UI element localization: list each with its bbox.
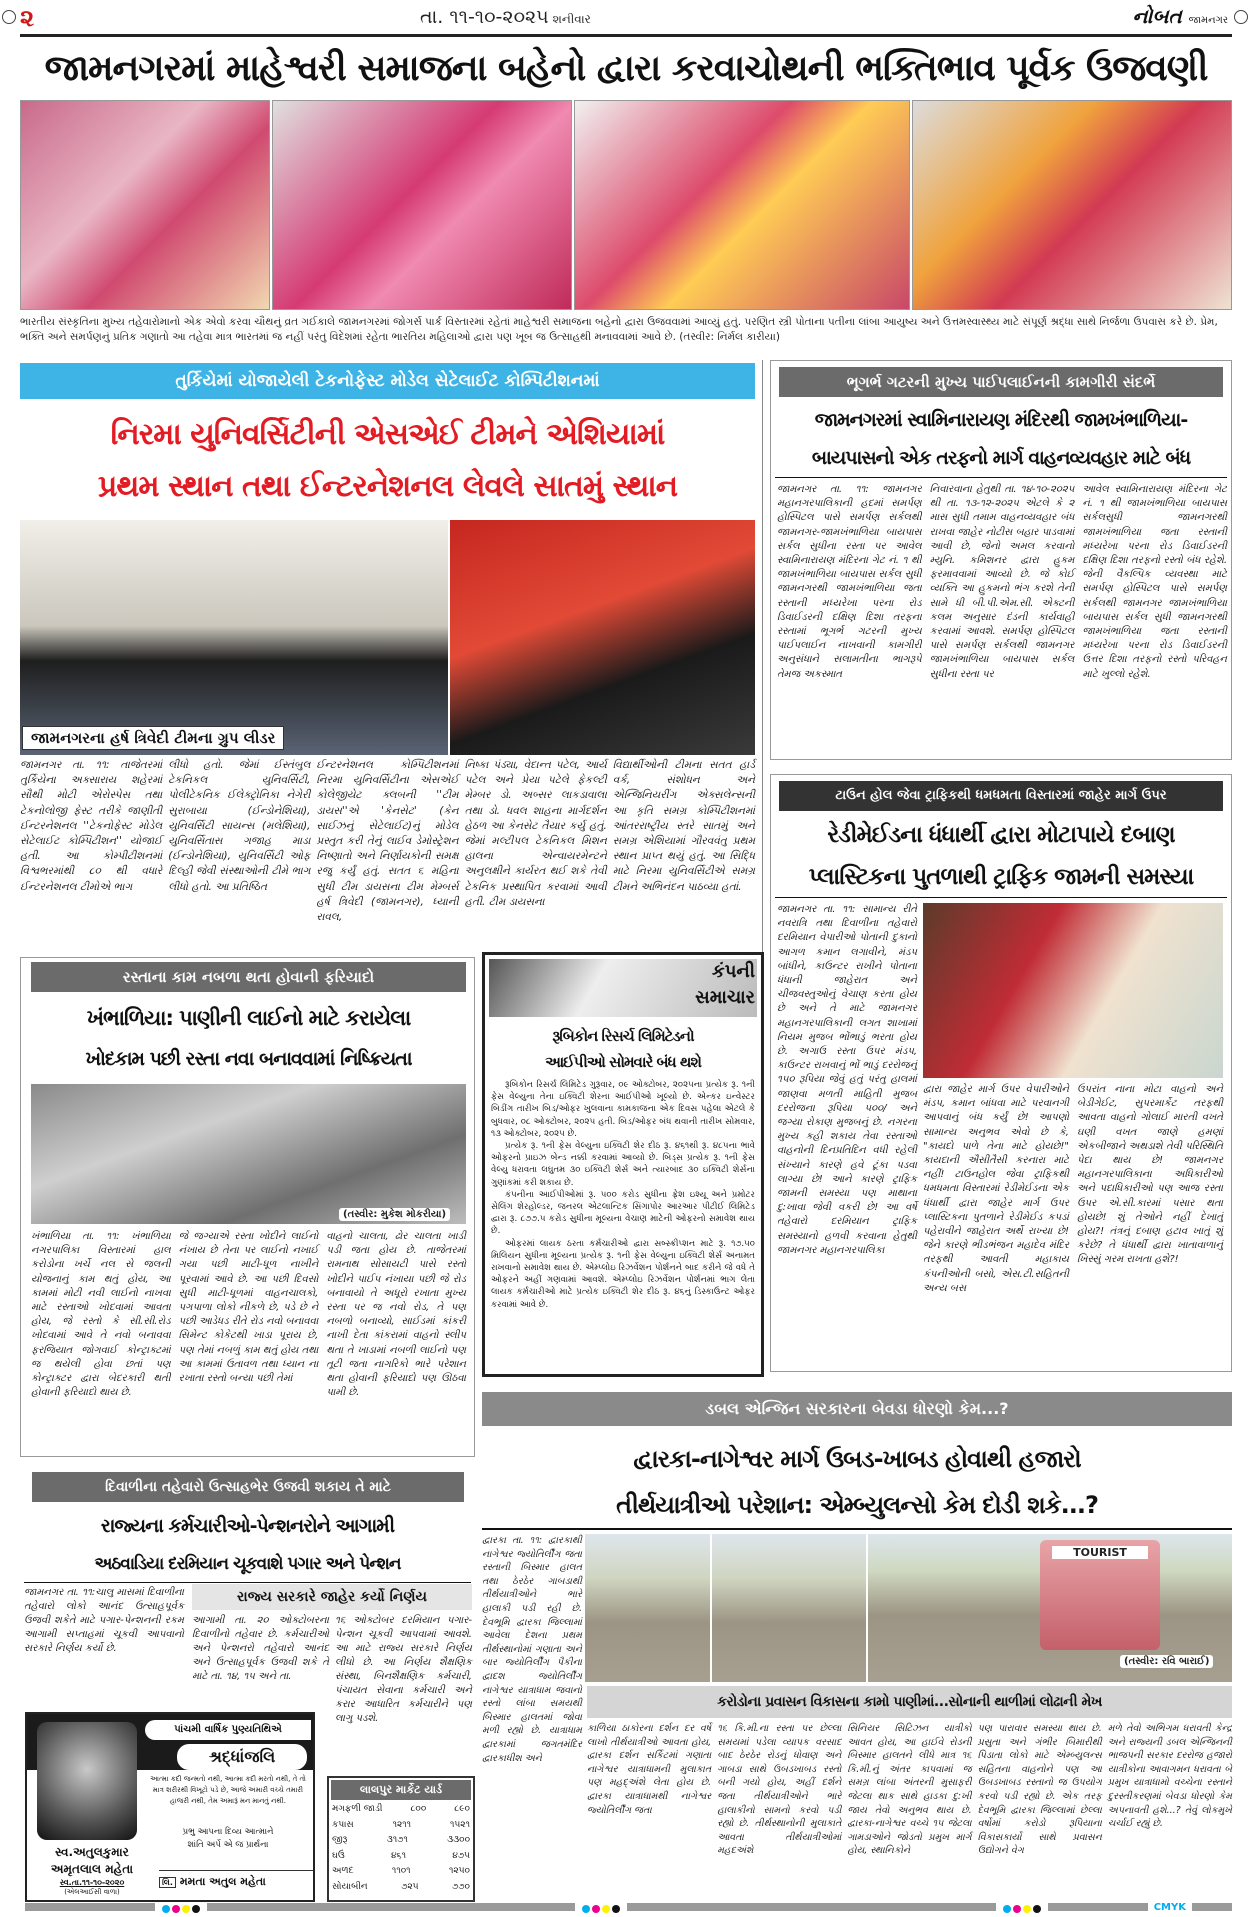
grey-bar [25, 1903, 155, 1911]
khambhaliya-headline-1: ખંભાળિયા: પાણીની લાઈનો માટે કરાયેલા [86, 1006, 411, 1030]
market-low: ૪૬૧ [390, 1850, 406, 1861]
issue-date [420, 6, 591, 28]
market-item: અળદ [332, 1866, 354, 1876]
page-number: ૨ [20, 4, 35, 32]
market-title: લાલપુર માર્કેટ યાર્ડ [331, 1780, 471, 1800]
signoff-label: લિ. [159, 1877, 176, 1888]
market-row [329, 1849, 473, 1865]
khambhaliya-photo-credit: (તસ્વીર: મુકેશ મોકરીયા) [339, 1208, 450, 1221]
tourist-bus [1040, 1540, 1160, 1650]
dwarka-photo-credit: (તસ્વીર: રવિ બારાઈ) [1120, 1655, 1213, 1668]
market-low: ૧૧૦૧ [391, 1866, 411, 1876]
nirma-headline-2: પ્રથમ સ્થાન તથા ઈન્ટરનેશનલ લેવલે સાતમું સ્થાન [97, 469, 678, 504]
tribute-signoff [159, 1870, 313, 1889]
pension-body [192, 1614, 472, 1724]
logo-text: નોબત [1132, 4, 1182, 28]
deceased-name: સ્વ.અતુલકુમાર [55, 1845, 129, 1859]
khambhaliya-story [20, 957, 475, 1457]
swaminarayan-story [770, 360, 1232, 760]
road-photo [712, 1534, 866, 1682]
cmyk-dots-icon [581, 1898, 621, 1917]
registration-mark-icon [2, 10, 16, 24]
nirma-column: લીધો હતો. જેમાં ઈસ્તંબુલ ટેકનિકલ યુનિવર્સિટી, પોલીટેકનિક ઈલેક્ટ્રોનિકા નેગેરી સુરાબાયા (ઈન્ડોનેશિયા), યુનિવર્સિટી સાયન્સ (મલેશિયા), યુનિવર્સિતાસ ગજાહ માડા (ઈન્ડોનેશિયા), યુનિવર્સિટી ઓફ દિલ્હી જેવી સંસ્થાઓની ટીમે ભાગ લીધો હતો. આ પ્રતિષ્ઠિત [168, 759, 311, 893]
road-photo [585, 1534, 710, 1682]
lead-caption: ભારતીય સંસ્કૃતિના મુખ્ય તહેવારોમાનો એક એવો કરવા ચૌથનું વ્રત ગઈકાલે જામનગરમાં જોગર્સ પાર્ક વિસ્તારમાં રહેતાં માહેશ્વરી સમાજના બહેનો દ્વારા ઉજવવામાં આવ્યું હતું. પરણિત સ્ત્રી પોતાના પતીના લાંબા આયુષ્ય અને ઉત્તમસ્વાસ્થ્ય માટે સંપૂર્ણ શ્રદ્ધા સાથે નિર્જળા ઉપવાસ કરે છે. પ્રેમ, ભક્તિ અને સમર્પણનું પ્રતિક ગણાતો આ તહેવા માત્ર ભારતમાં જ નહીં પરંતુ વિદેશમાં રહેતા ભારતિય મહિલાઓ દ્વારા પણ ખૂબ જ ઉત્સાહથી મનાવવામાં આવે છે. (તસ્વીર: નિર્મલ કારીયા) [20, 316, 1218, 343]
market-low: ૩૧૭૧ [386, 1835, 408, 1845]
tribute-ad [25, 1712, 315, 1902]
grey-bar [1192, 1903, 1232, 1911]
lead-photo [912, 100, 1232, 310]
column-divider [762, 360, 763, 960]
cmyk-dots-icon [1002, 1898, 1042, 1917]
market-high: ૮૯૦ [454, 1804, 470, 1814]
khambhaliya-column: ખંભાળિયા તા. ૧૧: ખંભાળિયા નગરપાલિકા વિસ્તારમાં હાલ કરોડોના ખર્ચે નલ સે જલની યોજનાનું કામ થતું હોય, આ કામમાં મોટી નવી લાઈનો નાખવા માટે રસ્તાઓ ખોદવામાં આવતા હોય, જે રસ્તો કે સી.સી.રોડ ખોદવામાં આવે તે નવો બનાવવા ફરજિયાત જોગવાઈ કોન્ટ્રાક્ટમાં જ થયેલી હોવા છતાં પણ કોન્ટ્રાક્ટર દ્વારા બેદરકારી થતી હોવાની ફરિયાદો થાય છે. [31, 1231, 171, 1399]
shop-photo [923, 903, 1223, 1078]
pension-column: જામનગર તા. ૧૧:ચાલુ માસમાં દિવાળીના તહેવારો લોકો આનંદ ઉત્સાહપૂર્વક ઉજવી શકેતે માટે પગાર-પેન્શનની રકમ આગામી સપ્તાહમાં ચૂકવી આપવાનો સરકારે નિર્ણય કર્યો છે. [24, 1587, 184, 1654]
readymade-column: જામનગર તા. ૧૧: સામાન્ય રીતે નવરાત્રિ તથા દિવાળીના તહેવારો દરમિયાન વેપારીઓ પોતાની દુકાનો આગળ કમાન લગાવીને, મંડપ બાંધીને, કાઉન્ટર રાખીને પોતાના ધંધાની જાહેરાત અને ચીજવસ્તુઓનું વેચાણ કરતા હોય છે અને તે માટે જામનગર મહાનગરપાલિકાની લગત શાખામાં નિયમ મુજબ ભોંભાડું ભરતા હોય છે. અગાઉ રસ્તા ઉપર મંડપ, કાઉન્ટર રાખવાનું ભોં ભાડું દરરોજનું ૧૫૦ રૂપિયા જેવું હતું પરંતુ હાલમાં જાણવા મળતી માહિતી મુજબ દરરોજના રૂપિયા ૫૦૦/ અને જગ્યા રોકાણ મુજબનું છે. નગરના મુખ્ય કહી શકાય તેવા રસ્તાઓ વાહનોની દિનપ્રતિદિન વધી રહેલી સંખ્યાને કારણે હવે ટૂંકા પડવા લાગ્યા છે! આને કારણે ટ્રાફિક જામની સમસ્યા પણ માથાના દુ:ખાવા જેવી વકરી છે! આ વર્ષે તહેવારો દરમિયાન ટ્રાફિક સમસ્યાનો હળવી કરવાના હેતુથી જામનગર મહાનગરપાલિકા [777, 904, 917, 1256]
lead-headline: જામનગરમાં માહેશ્વરી સમાજના બહેનો દ્વારા કરવાચોથની ભક્તિભાવ પૂર્વક ઉજવણી [44, 48, 1208, 89]
pension-kicker: દિવાળીના તહેવારો ઉત્સાહભેર ઉજવી શકાય તે માટે [32, 1472, 464, 1502]
swaminarayan-column: જામનગર તા. ૧૧: જામનગર મહાનગરપાલિકાની હદમાં સમર્પણ હોસ્પિટલ પાસે સમર્પણ સર્કલથી જામનગર-જામખંભાળિયા બાયપાસ સર્કલ સુધીના રસ્તા પર આવેલ સ્વામિનારાયણ મંદિરના ગેટ નં. ૧ થી જામખંભાળિયા બાયપાસ સર્કલ સુધી જામનગરથી જામખંભાળિયા જતા રસ્તાની મધ્યરેખા પરના રોડ ડિવાઈડરની દક્ષિણ દિશા તરફના રસ્તામાં ભૂગર્ભ ગટરની મુખ્ય પાઈપલાઈન નાખવાની કામગીરી અનુસંધાને સલામતીના ભાગરૂપે તેમજ અકસ્માત [777, 484, 922, 680]
nirma-photo-caption: જામનગરના હર્ષ ત્રિવેદી ટીમના ગ્રુપ લીડર [22, 726, 284, 750]
date-text: તા. ૧૧-૧૦-૨૦૨૫ [420, 6, 549, 28]
dwarka-column: પણ પારાવાર સમસ્યા થાય છે. પ્રસુતા અને ગંભીર બિમારીથી પિડાતા લોકો માટે એમ્બ્યુલન્સ સહિતના વાહનોને પણ આ ઉબડખાબડ રસ્તાનો જ ઉપયોગ કરવો પડી રહ્યો છે. એક તરફ દેવભૂમિ દ્વારકા જિલ્લામાં છેલ્લા વર્ષોમાં કરોડો રૂપિયાના વિકાસકાર્યો સાથે પ્રવાસન ઉદ્યોગને વેગ [977, 1723, 1102, 1857]
readymade-column: ઉપરાંત નાના મોટા વાહનો અને બેડીગેઈટ, સુપરમાર્કેટ તરફથી આવતા વાહનો ગોલાઈ મારતી વખતે ઘણી વખત જાણે હમણાં એકબીજાને અથડાશે તેવી પરિસ્થિતિ પેદા થાય છે! જામનગર મહાનગરપાલિકાના અધિકારીઓ અને પદાધિકારીઓ પણ આજ રસ્તા ઉપર એ.સી.કારમાં પસાર થતા હોયછે! શું તેઓને નહીં દેખાતું હોય?! તંત્રનું દબાણ હટાવ ખાતું શું કરેછે? તે ધંધાર્થી દ્વારા ખાતાવાળાનું ખિસ્સું ગરમ રાખતા હશે?! [1077, 1084, 1223, 1266]
market-yard-box [327, 1776, 475, 1902]
company-news-badge [615, 959, 755, 1011]
registration-mark-icon [1234, 10, 1248, 24]
dwarka-kicker: ડબલ એન્જિન સરકારના બેવડા ધોરણો કેમ...? [482, 1392, 1232, 1426]
dwarka-headline-1: દ્વારકા-નાગેશ્વર માર્ગ ઉબડ-ખાબડ હોવાથી હજારો [633, 1445, 1081, 1473]
market-item: કપાસ [332, 1819, 354, 1830]
tribute-prayer [145, 1826, 311, 1852]
lead-photo [574, 100, 910, 310]
market-row [329, 1833, 473, 1849]
readymade-headline-1: રેડીમેઈડના ધંધાર્થી દ્વારા મોટાપાયે દબાણ [827, 822, 1175, 848]
market-low: ૮૦૦ [410, 1804, 427, 1814]
team-photo [20, 520, 448, 755]
dwarka-body [587, 1722, 1232, 1878]
market-high: ૭૭૦ [452, 1881, 470, 1892]
badge-line: સમાચાર [695, 987, 755, 1008]
dwarka-headline-2: તીર્થયાત્રીઓ પરેશાન: એમ્બ્યુલન્સો કેમ દોડી શકે...? [482, 1482, 1232, 1530]
market-high: ૪૭૫ [452, 1850, 470, 1861]
company-paragraph: કંપનીના આઈપીઓમાં રૂ. ૫૦૦ કરોડ સુધીના ફ્રેશ ઇશ્યૂ અને પ્રમોટર સેલિંગ શેરહોલ્ડર, જનરલ એટલાન્ટિક સિંગાપોર આરઆર પીટીઈ લિમિટેડ દ્વારા રૂ. ૮૭૭.૫ કરોડ સુધીના મૂલ્યના વેચાણ માટેની ઓફરનો સમાવેશ થાય છે. [491, 1189, 755, 1237]
cmyk-label: CMYK [1153, 1901, 1186, 1913]
swaminarayan-kicker: ભૂગર્ભ ગટરની મુખ્ય પાઈપલાઈનની કામગીરી સંદર્ભે [779, 367, 1223, 397]
nirma-column: જામનગર તા. ૧૧: તાજેતરમાં તુર્કિયેના અક્સારાય શહેરમાં સૌથી મોટી એરોસ્પેસ તથા ટેકનોલોજી ફેસ્ટ તરીકે જાણીતી ઈન્ટરનેશનલ ''ટેકનોફેસ્ટ મોડેલ સેટેલાઈટ કોમ્પિટીશન'' યોજાઈ હતી. આ કોમ્પીટીશનમાં વિશ્વભરમાંથી ૮૦ થી વધારે ઈન્ટરનેશનલ ટીમોએ ભાગ [20, 759, 163, 893]
readymade-story [770, 774, 1232, 1372]
nirma-column: ઈન્ટરનેશનલ કોમ્પિટીશનમાં નિરમા યુનિવર્સિટીના એસએઈ કોલેજીયેટ ક્લબની ''ટીમ ડાયસ''એ 'કેનસેટ' (કેન સાઈઝનું સેટેલાઈટ)નું મોડેલ પ્રસ્તુત કરી તેનું લાઈવ ડેમોસ્ટ્રેશન નિષ્ણાતો અને નિર્ણાયકોની સમક્ષ રજુ કર્યું હતું. સતત ૬ મહિના સુધી ટીમ ડાયસના ટીમ મેમ્બર્સ હર્ષ ત્રિવેદી (જામનગર), ધ્યાની રાવલ, [316, 759, 459, 924]
market-row [329, 1880, 473, 1896]
market-low: ૭૨૫ [401, 1881, 419, 1892]
khambhaliya-kicker: રસ્તાના કામ નબળા થતા હોવાની ફરિયાદો [31, 962, 466, 992]
company-paragraph: રૂબિકોન રિસર્ચ લિમિટેડ ગુરૂવાર, ૦૯ ઓક્ટોબર, ૨૦૨૫ના પ્રત્યેક રૂ. ૧ની ફેસ વેલ્યુના તેના ઇક્વિટી શેરના આઈપીઓ ખૂલ્યો છે. એન્કર ઇન્વેસ્ટર બિડીંગ તારીખ બિડ/ઓફર ખુલવાના કામકાજના એક દિવસ પહેલા એટલે કે બુધવાર, ૦૮ ઓક્ટોબર, ૨૦૨૫ હતી. બિડ/ઓફર બંધ થવાની તારીખ સોમવાર, ૧૩ ઓક્ટોબર, ૨૦૨૫ છે. [491, 1080, 755, 1139]
tribute-title: પાંચમી વાર્ષિક પુણ્યતિથિએ [145, 1720, 311, 1740]
market-item: જીરૂ [332, 1835, 348, 1845]
market-row [329, 1864, 473, 1880]
nirma-headline-1: નિરમા યુનિવર્સિટીની એસએઈ ટીમને એશિયામાં [110, 417, 665, 452]
lead-photo-strip [20, 100, 1232, 310]
company-body [491, 1079, 755, 1371]
cmyk-dots-icon [161, 1898, 201, 1917]
grey-bar [1048, 1903, 1148, 1911]
company-news-box [482, 952, 764, 1377]
nirma-column: નિષ્કા પંડ્યા, વેદાન્ત પટેલ, આર્ય પટેલ અને પ્રેયા પટેલે ફેકલ્ટી મેમ્બર ડો. અબ્સર લાકડાવાલા તથા ડો. ધવલ શાહના માર્ગદર્શન હેઠળ આ કેનસેટ તૈયાર કર્યુ હતું. જેમાં મલ્ટીપલ ટેકનિકલ મિશન હાલના એન્વાયરમેન્ટને અનુલક્ષીને કાર્યરત થઈ શકે તેવી ટેકનિક પ્રસ્થાપિત કરવામાં આવી હતી. ટીમ ડાયસના [464, 759, 607, 908]
market-item: ઘઉં [332, 1850, 345, 1861]
dwarka-column: ૧૬ કિ.મી.ના રસ્તા પર છેલ્લા સમયમાં પડેલા વ્યાપક વરસાદ બાદ ઠેરઠેર રોડનું ધોવાણ અને ગાબડા સાથે ઉબડખાબડ રસ્તો બની ગયો હોય, અહીં દર્શને જતા તીર્થયાત્રીઓને ભારે હાલાકીનો સામનો કરવો પડી રહ્યો છે. તીર્થસ્થાનોની મુલાકાતે આવતા તીર્થયાત્રીઓમાં મહદઅંશે [717, 1723, 842, 1857]
badge-line: કંપની [712, 961, 755, 982]
pension-headline-1: રાજ્યના કર્મચારીઓ-પેન્શનરોને આગામી [100, 1515, 395, 1537]
lead-photo [20, 100, 270, 310]
deceased-note: (એલઆઈસી વાળા) [64, 1888, 120, 1896]
tribute-name-block [29, 1844, 155, 1897]
market-high: ૧૨૫૦ [448, 1866, 470, 1876]
market-rows [329, 1802, 473, 1895]
dwarka-column: સિનિયર સિટિઝન યાત્રીકો આવત હોય, આ હાઈવે રોડની બિસ્માર હાલતને લીધે માત્ર ૧૬ કિ.મી.નું અંતર કાપવામાં જ સમગ્ર લાંબા અંતરની મુસાફરી જેટલા થાક સાથે હાડકા દુ:ખી જાય તેવો અનુભવ થાય છે. દ્વારકા-નાગેશ્વર વચ્ચે ૧૫ જેટલા ગામડાઓને જોડતો પ્રમુખ માર્ગ હોય, સ્થાનિકોને [847, 1723, 972, 1857]
lead-photo [272, 100, 572, 310]
khambhaliya-headline-2: ખોદકામ પછી રસ્તા નવા બનાવવામાં નિષ્ક્રિયતા [85, 1048, 412, 1070]
readymade-body-right [923, 1083, 1223, 1368]
pension-column: ૧૬ ઓક્ટોબર દરમિયાન પગાર-પેન્શન ચૂકવી આપવામાં આવશે. આ માટે રાજ્ય સરકારે નિર્ણય લીધો છે. આ નિર્ણય શૈક્ષણિક સંસ્થા, બિનશૈક્ષણિક કર્મચારી, પંચાયત સેવાના કર્મચારી અને કરાર આધારિત કર્મચારીને પણ લાગુ પડશે. [335, 1615, 472, 1724]
swaminarayan-column: આવેલ સ્વામિનારાયણ મંદિરના ગેટ નં. ૧ થી જામખંભાળિયા બાયપાસ સર્કલસુધી જામનગરથી જામખંભાળિયા જતા રસ્તાની મધ્યરેખા પરના રોડ ડિવાઈડરની દક્ષિણ દિશા તરફનો રસ્તો બંધ રહેશે. જેની વૈકલ્પિક વ્યવસ્થા માટે સમર્પણ હોસ્પિટલ પાસે સમર્પણ સર્કલથી જામનગર જામખંભાળિયા બાયપાસ સર્કલ સુધી જામનગરથી જામખંભાળિયા જતા રસ્તાની મધ્યરેખા પરના રોડ ડિવાઈડરની ઉત્તર દિશા તરફનો રસ્તો પરિવહન માટે ખુલ્લો રહેશે. [1082, 484, 1227, 680]
swaminarayan-column: નિવારવાના હેતુથી તા. ૧૪-૧૦-૨૦૨૫ થી તા. ૧૩-૧૨-૨૦૨૫ એટલે કે ૨ માસ સુધી તમામ વાહનવ્યવહાર બંધ રાખવા જાહેર નોટીસ બહાર પાડવામાં આવી છે, જેનો અમલ કરવાનો મ્યુનિ. કમિશનર દ્વારા હુકમ ફરમાવવામાં આવ્યો છે. જે કોઈ વ્યક્તિ આ હુકમનો ભંગ કરશે તેની સામે ધી બી.પી.એમ.સી. એક્ટની કલમ અનુસાર દંડની કાર્યવાહી કરવામાં આવશે. સમર્પણ હોસ્પિટલ પાસે સમર્પણ સર્કલથી જામનગર જામખંભાળિયા બાયપાસ સર્કલ સુધીના રસ્તા પર [929, 484, 1075, 680]
company-headline-1: રૂબિકોન રિસર્ચ લિમિટેડનો [552, 1027, 694, 1045]
swaminarayan-body [777, 483, 1227, 755]
prayer-line: શાંતિ અર્પે એ જ પ્રાર્થના [187, 1840, 269, 1850]
gravel-photo [31, 1084, 466, 1224]
tribute-big-text: શ્રદ્ધાંજલિ [177, 1744, 307, 1770]
pension-column: આગામી તા. ૨૦ ઓક્ટોબરના દિવાળીનો તહેવાર છે. કર્મચારીઓ અને પેન્શનરો તહેવારો આનંદ અને ઉત્સાહપૂર્વક ઉજવી શકે તે માટે તા. ૧૪, ૧૫ અને તા. [192, 1615, 329, 1682]
tribute-verse: આત્મા કદી જન્મતો નથી, આત્મા કદી મરતો નથી, તે તો માત્ર શરીરથી વિખૂટો પડે છે, આજે અમારી વચ્ચે તમારી હાજરી નથી, તેમ અમારૂં મન માનતું નથી. [150, 1775, 306, 1805]
grey-bar [207, 1903, 575, 1911]
market-item: સોયાબીન [332, 1881, 368, 1892]
logo-city: જામનગર [1188, 15, 1228, 26]
death-date: સ્વ.તા.૧૧-૧૦-૨૦૨૦ [59, 1878, 125, 1887]
dwarka-left-column: દ્વારકા તા. ૧૧: દ્વારકાથી નાગેશ્વર જ્યોતિર્લીંગ જતા રસ્તાની બિસ્માર હાલત તથા ઠેરઠેર ગાબડાથી તીર્થયાત્રીઓને ભારે હાલાકી પડી રહી છે. દેવભૂમિ દ્વારકા જિલ્લામાં આવેલા દેશના પ્રથમ તીર્થસ્થાનોમાં ગણાતા અને બાર જ્યોતિર્લીંગ પૈકીના દ્વાદશ જ્યોતિર્લીંગ નાગેશ્વર યાત્રાધામ જવાનો રસ્તો લાંબા સમયથી બિસ્માર હાલતમાં જોવા મળી રહ્યો છે. યાત્રાધામ દ્વારકામાં જગતમંદિર દ્વારકાધીશ અને [482, 1535, 582, 1764]
company-paragraph: પ્રત્યેક રૂ. ૧ની ફેસ વેલ્યુના ઇક્વિટી શેર દીઠ રૂ. ૪૬૧થી રૂ. ૪૮૫ના ભાવે ઓફરનો પ્રાઇઝ બેન્ડ નક્કી કરવામાં આવ્યો છે. બિડ્સ પ્રત્યેક રૂ. ૧ની ફેસ વેલ્યુ ધરાવતા લઘુતમ ૩૦ ઇક્વિટી શેર્સ અને ત્યારબાદ ૩૦ ઇક્વિટી શેર્સના ગુણાંકમાં કરી શકાય છે. [491, 1141, 755, 1188]
masthead [0, 0, 1250, 36]
market-row [329, 1818, 473, 1834]
khambhaliya-column: વાહનો ચાલતા, ઢોર ચાલતા ખાડી પડી જતા હોય છે. તાજેતરમાં રામનાથ સોસાયટી પાસે રસ્તો ખોદીને પાઈપ નંખાયા પછી જે રોડ બનાવાયો તે અધૂરો રખાતા મુખ્ય રસ્તા પર જ નવો રોડ, તે પણ નબળો બનાવ્યો, સાઈડમાં કાંકરી નાખી દેતા કાંકરામાં વાહનો સ્લીપ થતા તે ખાડામાં નબળી લાઈનો પણ તૂટી જતા નાગરિકો ભારે પરેશાન થતા હોવાની ફરિયાદો પણ ઊઠવા પામી છે. [326, 1231, 466, 1399]
stage-photo [450, 520, 755, 755]
grey-bar [627, 1903, 995, 1911]
masthead-rule [20, 34, 1232, 37]
swaminarayan-headline-1: જામનગરમાં સ્વામિનારાયણ મંદિરથી જામખંભાળિયા- [814, 409, 1188, 431]
signoff-name: મમતા અતુલ મહેતા [179, 1875, 266, 1888]
pension-headline-2: અઠવાડિયા દરમિયાન ચૂકવાશે પગાર અને પેન્શન [24, 1546, 471, 1583]
khambhaliya-column: જે જગ્યાએ રસ્તા ખોદીને લાઈનો નંખાય છે તેના પર લાઈનો નખાઈ ગયા પછી માટી-ધૂળ નાખીને પૂરવામાં આવે છે. આ પછી દિવસો સુધી માટી-ધૂળમાં વાહનચાલકો, પગપાળા લોકો નીકળે છે, પડે છે ને પછી આડેધડ રીતે રોડ નવો બનાવવા સિમેન્ટ કોકેટથી ખાડા પૂરાય છે, પણ તેમાં નબળું કામ થતું હોય તથા આ કામમાં ઉતાવળ તથા ધ્યાન ના રખાતા રસ્તો બન્યા પછી તેમાં [178, 1231, 319, 1385]
company-headline-2: આઈપીઓ સોમવારે બંધ થશે [545, 1053, 701, 1071]
dwarka-column: મળે તેવો અભિગમ ધરાવતી કેન્દ્ર અને રાજ્યની ડબલ એન્જિનની ભાજપની સરકાર દરરોજ હજારો યાત્રીકોના આવાગમન ધરાવતા બે પ્રમુખ યાત્રાધામો વચ્ચેના રસ્તાને દુરસ્તીકરણમાં બેવડા ધોરણો કેમ અપનાવતી હશે...? તેવું લોકમુખે ચર્ચાઈ રહ્યું છે. [1107, 1723, 1232, 1830]
weekday-text: શનીવાર [552, 12, 591, 26]
swaminarayan-headline-2: બાયપાસનો એક તરફનો માર્ગ વાહનવ્યવહાર માટે બંધ [775, 439, 1227, 478]
bus-sign: TOURIST [1052, 1546, 1148, 1559]
nirma-body [20, 758, 755, 948]
newspaper-logo [1132, 4, 1228, 28]
deceased-name: અમૃતલાલ મહેતા [50, 1862, 134, 1876]
portrait-photo [37, 1722, 137, 1840]
company-paragraph: ઓફરમાં લાયક ઠરતા કર્મચારીઓ દ્વારા સબ્સ્ક્રીપ્શન માટે રૂ. ૧૭.૫૦ મિલિયન સુધીના મૂલ્યના પ્રત્યેક રૂ. ૧ની ફેસ વેલ્યુના ઇક્વિટી શેર્સ અનામત રાખવાનો સમાવેશ થાય છે. એમ્પ્લોઇ રિઝર્વેશન પોર્શનને બાદ કરીને જે વધે તે ઓફરને અહીં ગણવામાં આવશે. એમ્પ્લોઇ રિઝર્વેશન પોર્શનમાં ભાગ લેતા લાયક કર્મચારીઓ માટે પ્રત્યેક ઇક્વિટી શેર દીઠ રૂ. ૪૬નું ડિસ્કાઉન્ટ ઓફર કરવામાં આવે છે. [491, 1238, 755, 1310]
readymade-kicker: ટાઉન હોલ જેવા ટ્રાફિકથી ધમધમતા વિસ્તારમાં જાહેર માર્ગ ઉપર [779, 781, 1223, 811]
khambhaliya-body [31, 1230, 466, 1452]
market-row [329, 1802, 473, 1818]
print-color-bar [25, 1902, 1232, 1912]
prayer-line: પ્રભુ આપના દિવ્ય આત્માને [182, 1827, 274, 1837]
pension-subhead: રાજ્ય સરકારે જાહેર કર્યો નિર્ણય [192, 1584, 472, 1610]
readymade-column: દ્વારા જાહેર માર્ગ ઉપર વેપારીઓને મંડપ, કમાન બાંધવા માટે પરવાનગી આપવાનું બંધ કર્યું છે! આપણો સામાન્ય અનુભવ એવો છે કે, "કાયદો પાળે તેના માટે હોયછે!" કાયદાની ઐસીતૈસી કરનારા માટે નહીં! ટાઉનહોલ જેવા ટ્રાફિકથી ધમધમતા વિસ્તારમાં રેડીમેઈડના એક ધંધાર્થી દ્વારા જાહેર માર્ગ ઉપર પ્લાસ્ટિકના પુતળાને રેડીમેઈડ કપડાં પહેરાવીને જાહેરાત અર્થે રાખ્યા છે! જેને કારણે ભીડભંજન મહાદેવ મંદિર તરફથી આવતી મહાકાય કંપનીઓની બસો, એસ.ટી.સહિતની અન્ય બસ [923, 1084, 1069, 1294]
dwarka-column: કાળિયા ઠાકોરના દર્શન દર વર્ષે લાખો તીર્થયાત્રીઓ આવતા હોય, દ્વારકા દર્શન સર્કિટમાં ગણાતા નાગેશ્વર યાત્રાધામની મુલાકાત પણ મહદ્અંશે લેતા હોય છે. દ્વારકા યાત્રાધામથી નાગેશ્વર જ્યોતિર્લીંગ જતા [587, 1723, 712, 1816]
market-item: મગફળી જાડી [332, 1804, 383, 1814]
nirma-kicker: તુર્કિયેમાં યોજાયેલી ટેકનોફેસ્ટ મોડેલ સેટેલાઈટ કોમ્પિટીશનમાં [20, 363, 755, 399]
readymade-headline-2: પ્લાસ્ટિકના પુતળાથી ટ્રાફિક જામની સમસ્યા [775, 857, 1227, 898]
market-high: ૧૫૨૧ [449, 1819, 470, 1830]
nirma-column: વિદ્યાર્થીઓની ટીમના સતત હાર્ડ વર્ક, સંશોધન અને એન્જિનિયરીંગ એક્સલેન્સની આ કૃતિ સમગ્ર કોમ્પિટીશનમાં આંતરરાષ્ટ્રીય સ્તરે સાતમું અને સમગ્ર એશિયામાં ગૌરવવંતુ પ્રથમ સ્થાન પ્રાપ્ત થયું હતું. આ સિદ્ધિ માટે નિરમા યુનિવર્સિટીએ સમગ્ર ટીમને અભિનંદન પાઠવ્યા હતાં. [612, 759, 755, 893]
market-low: ૧૨૧૧ [392, 1819, 412, 1830]
market-high: ૩૩૦૦ [447, 1835, 470, 1845]
pension-story [20, 1468, 475, 1724]
dwarka-subhead: કરોડોના પ્રવાસન વિકાસના કામો પાણીમાં...સોનાની થાળીમાં લોઢાની મેખ [587, 1686, 1232, 1718]
